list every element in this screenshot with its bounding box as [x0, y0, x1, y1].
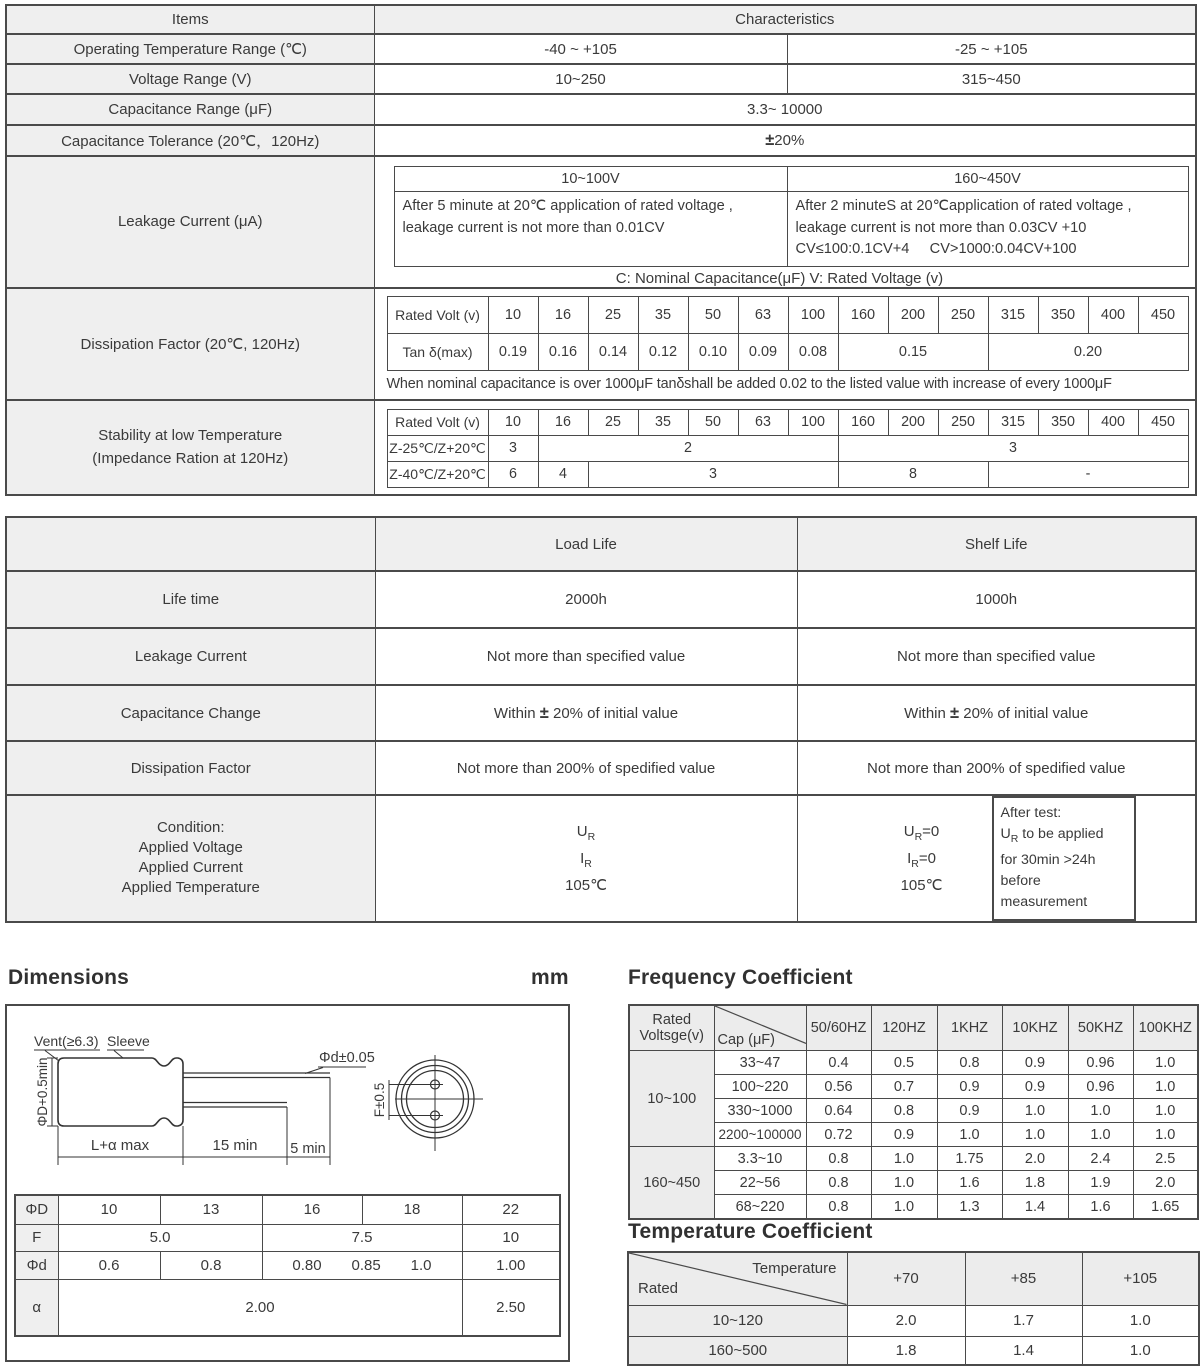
volt-cell: 16	[538, 409, 588, 435]
row-label: Leakage Current (μA)	[6, 156, 374, 288]
spec-line: After 5 minute at 20℃ application of rated voltage ,	[402, 198, 733, 214]
condition-label-line: Applied Temperature	[121, 879, 260, 897]
volt-cell: 315	[988, 409, 1038, 435]
row-label: Capacitance Range (μF)	[6, 94, 374, 125]
diameter-row	[15, 1195, 560, 1224]
cap-range-cell: 2200~100000	[714, 1123, 806, 1147]
temp-col-header: +105	[1082, 1252, 1199, 1305]
tan-cell: 0.08	[788, 333, 838, 370]
volt-cell: 10	[488, 296, 538, 333]
volt-cell: 200	[888, 296, 938, 333]
row-label: Operating Temperature Range (℃)	[6, 34, 374, 64]
shelf-life-header: Shelf Life	[797, 517, 1196, 571]
dimensions-title: Dimensions	[8, 966, 130, 989]
cap-range-cell: 3.3~10	[714, 1147, 806, 1171]
table-row	[6, 34, 1196, 64]
leakage-current-row	[6, 156, 1196, 288]
freq-data-row	[629, 1051, 1198, 1075]
text: 20% of initial value	[959, 704, 1089, 722]
empty-header-cell	[6, 517, 375, 571]
coef-cell: 0.64	[806, 1099, 871, 1123]
volt-cell: 63	[738, 296, 788, 333]
volt-cell: 400	[1088, 409, 1138, 435]
diagonal-header-cell	[628, 1252, 847, 1305]
rated-range-cell: 160~500	[628, 1336, 847, 1365]
coef-cell: 1.4	[1002, 1195, 1068, 1220]
frequency-table	[628, 1004, 1199, 1220]
value-cell: 16	[262, 1195, 362, 1224]
plus-minus-symbol: ±	[539, 703, 549, 722]
table-row	[6, 628, 1196, 685]
leakage-spec-cell	[394, 192, 787, 267]
condition-value	[856, 821, 988, 848]
coef-cell: 0.9	[937, 1075, 1002, 1099]
impedance-cell-span: 3	[588, 461, 838, 487]
coef-cell: 0.72	[806, 1123, 871, 1147]
freq-col-header: 100KHZ	[1133, 1005, 1198, 1051]
volt-cell: 350	[1038, 409, 1088, 435]
sleeve-label: Sleeve	[107, 1033, 150, 1049]
lead-length-label: 15 min	[212, 1137, 258, 1154]
freq-data-row	[629, 1171, 1198, 1195]
subscript: R	[584, 857, 592, 870]
coef-cell: 0.4	[806, 1051, 871, 1075]
value-cell: 2.00	[58, 1279, 462, 1336]
tan-cell: 0.12	[638, 333, 688, 370]
volt-cell: 50	[688, 409, 738, 435]
impedance-cell-span: 3	[838, 435, 1188, 461]
plus-minus-symbol: ±	[950, 703, 960, 722]
coef-cell: 2.0	[1133, 1171, 1198, 1195]
value-cell: 18	[362, 1195, 462, 1224]
volt-cell: 160	[838, 296, 888, 333]
temp-data-row	[628, 1305, 1199, 1336]
coef-cell: 0.9	[871, 1123, 937, 1147]
temperature-header-row	[628, 1252, 1199, 1305]
row-label: Leakage Current	[6, 628, 375, 685]
row-label: ΦD	[15, 1195, 58, 1224]
row-label: Dissipation Factor	[6, 741, 375, 795]
coef-cell: 1.6	[937, 1171, 1002, 1195]
value-cell: 315~450	[787, 64, 1196, 94]
coef-cell: 0.5	[871, 1051, 937, 1075]
cap-range-cell: 22~56	[714, 1171, 806, 1195]
rated-voltage-header	[629, 1005, 714, 1051]
leakage-header-row	[394, 167, 1188, 192]
vent-label: Vent(≥6.3)	[34, 1033, 99, 1049]
coef-cell: 1.0	[1133, 1099, 1198, 1123]
temp-col-header: +70	[847, 1252, 965, 1305]
impedance-cell: 6	[488, 461, 538, 487]
life-table	[5, 516, 1197, 923]
volt-cell: 100	[788, 409, 838, 435]
note-line: for 30min >24h	[1000, 851, 1096, 868]
coef-cell: 0.8	[871, 1099, 937, 1123]
tan-delta-row	[387, 333, 1188, 370]
dissipation-content-cell	[374, 288, 1196, 400]
text: =0	[922, 822, 940, 840]
z25-label: Z-25℃/Z+20℃	[387, 435, 488, 461]
voltage-band-header: 160~450V	[787, 167, 1188, 192]
coef-cell: 1.8	[847, 1336, 965, 1365]
leakage-body-row	[394, 192, 1188, 267]
plus-minus-symbol: ±	[765, 131, 775, 149]
capacitor-drawing	[7, 1014, 564, 1194]
table-row	[6, 64, 1196, 94]
coef-cell: 0.7	[871, 1075, 937, 1099]
z25-row	[387, 435, 1188, 461]
coef-cell: 0.9	[1002, 1051, 1068, 1075]
volt-cell: 35	[638, 409, 688, 435]
after-test-note	[992, 796, 1136, 921]
life-header-row	[6, 517, 1196, 571]
value-cell: Not more than 200% of spedified value	[375, 741, 797, 795]
freq-col-header: 120HZ	[871, 1005, 937, 1051]
coef-cell: 1.0	[1133, 1051, 1198, 1075]
freq-col-header: 10KHZ	[1002, 1005, 1068, 1051]
note-line: After test:	[1000, 805, 1062, 821]
spec-line: leakage current is not more than 0.01CV	[402, 219, 665, 236]
header-line: Voltsge(v)	[639, 1028, 704, 1044]
cap-range-cell: 100~220	[714, 1075, 806, 1099]
z40-label: Z-40℃/Z+20℃	[387, 461, 488, 487]
value: 0.85	[351, 1256, 381, 1274]
text: U	[576, 822, 588, 840]
volt-cell: 400	[1088, 296, 1138, 333]
stability-inner-table	[387, 409, 1189, 488]
spec-line: CV≤100:0.1CV+4 CV>1000:0.04CV+100	[795, 241, 1077, 257]
coef-cell: 1.8	[1002, 1171, 1068, 1195]
text: I	[580, 849, 585, 867]
voltage-group-cell: 10~100	[629, 1051, 714, 1147]
freq-col-header: 1KHZ	[937, 1005, 1002, 1051]
lead-diameter-label: Φd±0.05	[319, 1050, 375, 1066]
condition-label-line: Applied Current	[138, 859, 243, 877]
frequency-header-row	[629, 1005, 1198, 1051]
coef-cell: 1.0	[1068, 1123, 1133, 1147]
leakage-content-cell	[374, 156, 1196, 288]
value-cell: 0.8	[160, 1251, 262, 1279]
coef-cell: 1.0	[871, 1147, 937, 1171]
volt-cell: 25	[588, 296, 638, 333]
value-cell: 7.5	[262, 1224, 462, 1251]
text: Within	[904, 704, 951, 722]
temperature-table	[627, 1251, 1200, 1366]
value-cell: 1.00	[462, 1251, 560, 1279]
value-cell: 10	[462, 1224, 560, 1251]
volt-cell: 25	[588, 409, 638, 435]
coef-cell: 1.0	[1082, 1305, 1199, 1336]
volt-cell: 250	[938, 409, 988, 435]
text: =0	[918, 849, 936, 867]
coef-cell: 1.0	[1133, 1123, 1198, 1147]
shelf-condition-cell	[797, 795, 1196, 922]
pitch-label: F±0.5	[372, 1082, 387, 1118]
value-cell	[262, 1251, 462, 1279]
text: to be applied	[1018, 826, 1104, 842]
dissipation-row	[6, 288, 1196, 400]
spec-line: leakage current is not more than 0.03CV +10	[795, 219, 1087, 236]
volt-cell: 50	[688, 296, 738, 333]
rated-axis-label: Rated	[638, 1279, 679, 1297]
subscript: R	[911, 857, 919, 870]
characteristics-table	[5, 4, 1197, 496]
impedance-cell: 3	[488, 435, 538, 461]
coef-cell: 0.56	[806, 1075, 871, 1099]
load-life-header: Load Life	[375, 517, 797, 571]
volt-cell: 200	[888, 409, 938, 435]
coef-cell: 0.8	[806, 1171, 871, 1195]
dimensions-table	[14, 1194, 561, 1337]
tolerance-value: 20%	[774, 132, 805, 149]
sleeve-leader	[114, 1051, 123, 1059]
coef-cell: 1.6	[1068, 1195, 1133, 1220]
value-cell: 0.6	[58, 1251, 160, 1279]
note-line	[1001, 824, 1127, 850]
coef-cell: 2.0	[1002, 1147, 1068, 1171]
coef-cell: 1.0	[937, 1123, 1002, 1147]
load-condition-cell	[375, 795, 797, 922]
volt-cell: 450	[1138, 296, 1188, 333]
tan-cell: 0.14	[588, 333, 638, 370]
condition-value	[376, 821, 797, 848]
temperature-title: Temperature Coefficient	[628, 1220, 873, 1243]
condition-row	[6, 795, 1196, 922]
cap-range-cell: 68~220	[714, 1195, 806, 1220]
volt-cell: 16	[538, 296, 588, 333]
shelf-condition-wrap	[798, 796, 1196, 921]
condition-value	[856, 848, 988, 875]
z40-row	[387, 461, 1188, 487]
coef-cell: 1.0	[871, 1171, 937, 1195]
header-line: Rated	[652, 1012, 692, 1028]
tan-cell: 0.19	[488, 333, 538, 370]
impedance-cell-span: 8	[838, 461, 988, 487]
dimensions-box	[5, 1004, 570, 1362]
body-diameter-label: ΦD+0.5min	[35, 1057, 50, 1127]
leakage-spec-cell	[787, 192, 1188, 267]
value-cell: 22	[462, 1195, 560, 1224]
condition-value	[376, 848, 797, 875]
coef-cell: 1.7	[965, 1305, 1082, 1336]
freq-col-header: 50KHZ	[1068, 1005, 1133, 1051]
row-label: α	[15, 1279, 58, 1336]
coef-cell: 1.3	[937, 1195, 1002, 1220]
value-cell: 10~250	[374, 64, 787, 94]
rated-volt-row	[387, 296, 1188, 333]
table-header-row	[6, 5, 1196, 34]
coef-cell: 2.0	[847, 1305, 965, 1336]
dissipation-note: When nominal capacitance is over 1000μF tanδshall be added 0.02 to the listed value with increase of every 1000μF	[386, 375, 1112, 392]
value-cell	[374, 125, 1196, 156]
capacitor-body	[58, 1058, 183, 1126]
volt-cell: 250	[938, 296, 988, 333]
volt-cell: 10	[488, 409, 538, 435]
row-label: F	[15, 1224, 58, 1251]
cap-range-cell: 33~47	[714, 1051, 806, 1075]
value-cell: 3.3~ 10000	[374, 94, 1196, 125]
coef-cell: 1.0	[1002, 1099, 1068, 1123]
volt-cell: 350	[1038, 296, 1088, 333]
rated-volt-header: Rated Volt (v)	[387, 409, 488, 435]
leakage-footnote: C: Nominal Capacitance(μF) V: Rated Voltage (v)	[615, 269, 944, 287]
value-cell: -40 ~ +105	[374, 34, 787, 64]
table-row	[6, 741, 1196, 795]
value-cell: Not more than specified value	[375, 628, 797, 685]
coef-cell: 0.96	[1068, 1051, 1133, 1075]
lead-diameter-row	[15, 1251, 560, 1279]
condition-label-line: Condition:	[156, 819, 225, 837]
subscript: R	[914, 830, 923, 843]
table-row	[6, 571, 1196, 628]
tan-cell-span: 0.20	[988, 333, 1188, 370]
characteristics-header: Characteristics	[374, 5, 1196, 34]
dissipation-inner-table	[387, 296, 1189, 371]
note-line: before	[1000, 872, 1041, 889]
row-label	[6, 400, 374, 495]
spec-line: After 2 minuteS at 20℃application of rated voltage ,	[795, 198, 1132, 214]
coef-cell: 1.0	[1002, 1123, 1068, 1147]
freq-data-row	[629, 1123, 1198, 1147]
row-label: Dissipation Factor (20℃, 120Hz)	[6, 288, 374, 400]
multi-value-cell	[263, 1257, 462, 1274]
row-label: Voltage Range (V)	[6, 64, 374, 94]
rated-range-cell: 10~120	[628, 1305, 847, 1336]
stability-label-line: Stability at low Temperature	[98, 427, 283, 444]
tan-cell: 0.10	[688, 333, 738, 370]
tan-cell: 0.09	[738, 333, 788, 370]
impedance-cell-span: -	[988, 461, 1188, 487]
table-row	[6, 685, 1196, 741]
coef-cell: 0.8	[806, 1195, 871, 1220]
length-dimension-label: L+α max	[90, 1137, 150, 1154]
coef-cell: 1.0	[871, 1195, 937, 1220]
coef-cell: 2.4	[1068, 1147, 1133, 1171]
temp-data-row	[628, 1336, 1199, 1365]
volt-cell: 100	[788, 296, 838, 333]
temperature-axis-label: Temperature	[752, 1260, 837, 1277]
shelf-condition-values	[856, 821, 988, 896]
condition-label-line: Applied Voltage	[138, 839, 243, 857]
temp-col-header: +85	[965, 1252, 1082, 1305]
impedance-cell-span: 2	[538, 435, 838, 461]
volt-cell: 315	[988, 296, 1038, 333]
value-cell: 2.50	[462, 1279, 560, 1336]
stability-label-line: (Impedance Ration at 120Hz)	[92, 450, 289, 467]
condition-value: 105℃	[565, 876, 607, 894]
coef-cell: 0.9	[1002, 1075, 1068, 1099]
value: 0.80	[292, 1256, 322, 1274]
tan-cell-span: 0.15	[838, 333, 988, 370]
coef-cell: 1.0	[1133, 1075, 1198, 1099]
stability-row	[6, 400, 1196, 495]
row-label: Life time	[6, 571, 375, 628]
text: Within	[493, 704, 540, 722]
cap-header-label: Cap (μF)	[717, 1032, 775, 1048]
alpha-row	[15, 1279, 560, 1336]
text: 20% of initial value	[548, 704, 679, 722]
lead-length-label: 5 min	[290, 1141, 326, 1157]
value-cell: 2000h	[375, 571, 797, 628]
row-label: Φd	[15, 1251, 58, 1279]
text: U	[1000, 826, 1011, 842]
cap-range-cell: 330~1000	[714, 1099, 806, 1123]
coef-cell: 1.9	[1068, 1171, 1133, 1195]
coef-cell: 0.96	[1068, 1075, 1133, 1099]
note-line: measurement	[1000, 893, 1088, 910]
table-row	[6, 94, 1196, 125]
volt-cell: 63	[738, 409, 788, 435]
impedance-cell: 4	[538, 461, 588, 487]
value-cell	[797, 685, 1196, 741]
pitch-row	[15, 1224, 560, 1251]
rated-volt-header: Rated Volt (v)	[387, 296, 488, 333]
text: I	[907, 849, 912, 867]
value-cell	[375, 685, 797, 741]
coef-cell: 1.75	[937, 1147, 1002, 1171]
rated-volt-row	[387, 409, 1188, 435]
voltage-group-cell: 160~450	[629, 1147, 714, 1220]
row-label: Capacitance Change	[6, 685, 375, 741]
items-header: Items	[6, 5, 374, 34]
row-label: Capacitance Tolerance (20℃，120Hz)	[6, 125, 374, 156]
leakage-inner-table	[394, 166, 1189, 267]
subscript: R	[1010, 832, 1019, 845]
freq-data-row	[629, 1099, 1198, 1123]
value-cell: Not more than 200% of spedified value	[797, 741, 1196, 795]
value-cell: 1000h	[797, 571, 1196, 628]
text: U	[903, 822, 915, 840]
frequency-title: Frequency Coefficient	[628, 966, 853, 989]
cap-header	[714, 1005, 806, 1051]
condition-value: 105℃	[900, 876, 943, 894]
table-row	[6, 125, 1196, 156]
condition-label	[6, 795, 375, 922]
freq-data-row	[629, 1147, 1198, 1171]
coef-cell: 0.8	[937, 1051, 1002, 1075]
coef-cell: 1.65	[1133, 1195, 1198, 1220]
tan-delta-header: Tan δ(max)	[387, 333, 488, 370]
coef-cell: 1.0	[1068, 1099, 1133, 1123]
value-cell: -25 ~ +105	[787, 34, 1196, 64]
stability-content-cell	[374, 400, 1196, 495]
volt-cell: 160	[838, 409, 888, 435]
dimensions-unit: mm	[531, 966, 569, 989]
voltage-band-header: 10~100V	[394, 167, 787, 192]
freq-data-row	[629, 1075, 1198, 1099]
coef-cell: 0.8	[806, 1147, 871, 1171]
value-cell: Not more than specified value	[797, 628, 1196, 685]
coef-cell: 2.5	[1133, 1147, 1198, 1171]
value-cell: 5.0	[58, 1224, 262, 1251]
subscript: R	[587, 830, 596, 843]
value-cell: 13	[160, 1195, 262, 1224]
volt-cell: 35	[638, 296, 688, 333]
coef-cell: 1.0	[1082, 1336, 1199, 1365]
freq-col-header: 50/60HZ	[806, 1005, 871, 1051]
value-cell: 10	[58, 1195, 160, 1224]
coef-cell: 1.4	[965, 1336, 1082, 1365]
value: 1.0	[410, 1256, 432, 1274]
coef-cell: 0.9	[937, 1099, 1002, 1123]
tan-cell: 0.16	[538, 333, 588, 370]
volt-cell: 450	[1138, 409, 1188, 435]
freq-data-row	[629, 1195, 1198, 1220]
